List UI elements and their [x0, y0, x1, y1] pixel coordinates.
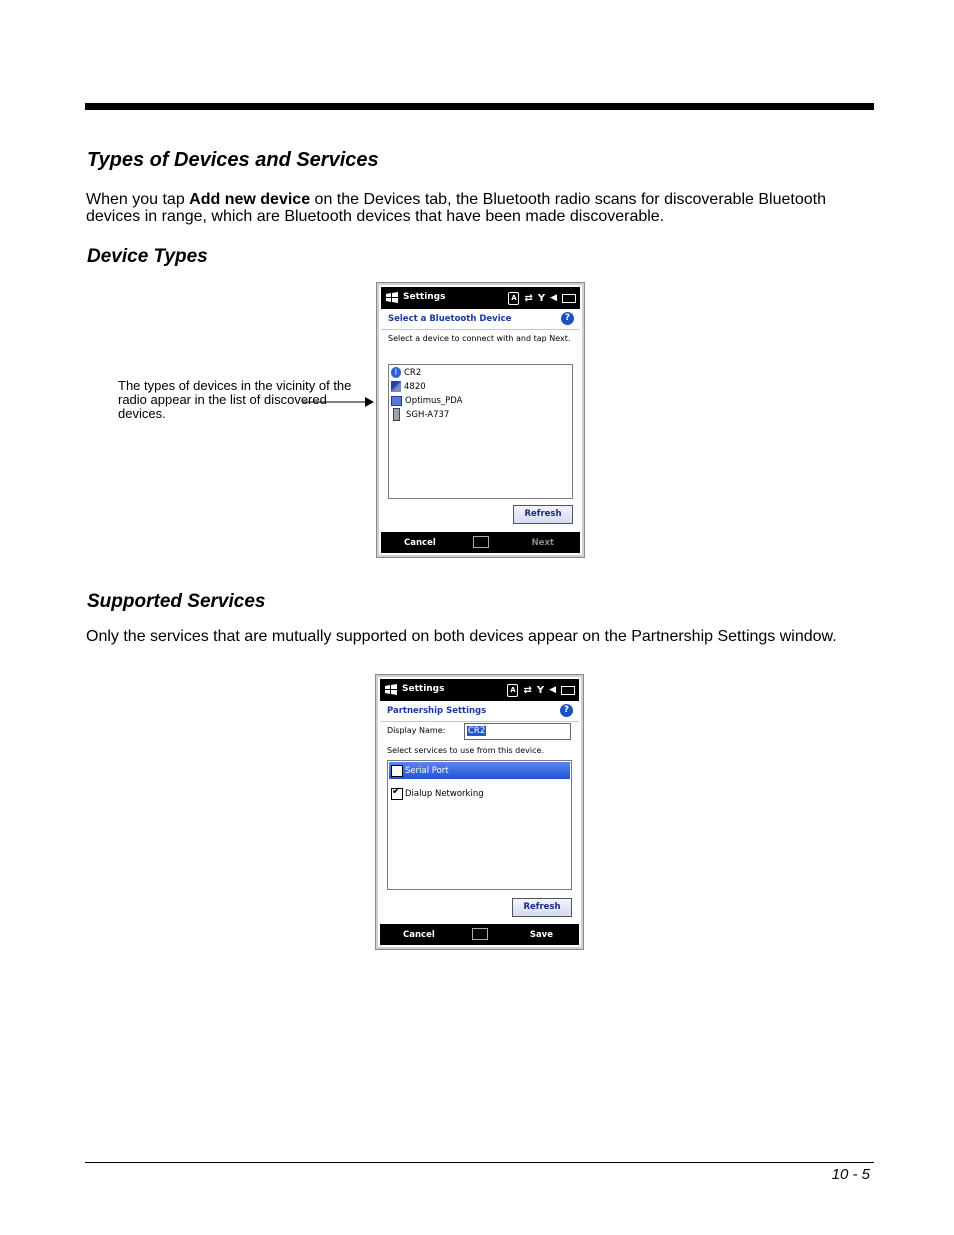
save-button[interactable]: Save	[529, 930, 553, 940]
volume-mute-icon: ◀	[549, 685, 556, 695]
display-name-value: CR2	[468, 726, 486, 736]
help-icon[interactable]: ?	[560, 704, 573, 717]
page-number: 10 - 5	[831, 1166, 870, 1183]
app-title: Settings	[402, 684, 445, 694]
soft-key-bar	[381, 532, 580, 553]
callout-text: The types of devices in the vicinity of the radio appear in the list of discovered devices.	[118, 378, 352, 421]
device-types-heading: Device Types	[87, 246, 208, 267]
services-list[interactable]	[387, 760, 572, 890]
battery-icon	[562, 294, 576, 303]
supported-services-heading: Supported Services	[87, 591, 266, 612]
list-item[interactable]: Optimus_PDA	[391, 394, 462, 407]
services-paragraph: Only the services that are mutually supported on both devices appear on the Partnership Settings window.	[86, 628, 837, 645]
list-item[interactable]: ᛒ CR2	[391, 366, 421, 379]
app-title: Settings	[403, 292, 446, 302]
callout-arrow-icon	[303, 396, 375, 408]
screen-header	[380, 701, 579, 722]
bottom-rule	[85, 1162, 874, 1163]
screen-header-title: Select a Bluetooth Device	[388, 314, 512, 324]
next-button[interactable]: Next	[531, 538, 554, 548]
status-icons	[508, 290, 576, 306]
title-bar	[380, 679, 579, 701]
windows-start-icon[interactable]	[385, 291, 399, 304]
phone-icon	[393, 408, 400, 421]
cancel-button[interactable]: Cancel	[403, 930, 435, 940]
intro-bold-term: Add new device	[189, 191, 311, 208]
display-name-label: Display Name:	[387, 726, 446, 735]
sync-arrows-icon: ⇄	[523, 684, 532, 696]
battery-icon	[561, 686, 575, 695]
list-item[interactable]: SGH-A737	[391, 408, 449, 421]
soft-key-bar	[380, 924, 579, 945]
instruction-text: Select services to use from this device.	[387, 746, 544, 755]
service-checkbox[interactable]	[391, 765, 403, 777]
section-title: Types of Devices and Services	[87, 149, 379, 171]
status-icons	[507, 682, 575, 698]
instruction-text: Select a device to connect with and tap Next.	[388, 334, 571, 343]
signal-icon: Y	[536, 684, 545, 696]
help-icon[interactable]: ?	[561, 312, 574, 325]
intro-paragraph: When you tap Add new device on the Devices tab, the Bluetooth radio scans for discoverable Bluetooth devices in range, which are Bluetooth devices that have been made discoverable.	[86, 191, 826, 225]
keyboard-icon[interactable]	[473, 536, 489, 548]
service-item-serial-port[interactable]: Serial Port	[389, 762, 570, 779]
bluetooth-device-screenshot	[376, 282, 585, 558]
refresh-button[interactable]: Refresh	[512, 898, 572, 917]
display-name-field[interactable]	[464, 723, 571, 740]
service-item-dialup-networking[interactable]: ✔ Dialup Networking	[389, 785, 570, 802]
cancel-button[interactable]: Cancel	[404, 538, 436, 548]
title-bar	[381, 287, 580, 309]
screen-header-title: Partnership Settings	[387, 706, 487, 716]
input-mode-icon: A	[508, 292, 519, 305]
windows-start-icon[interactable]	[384, 683, 398, 696]
refresh-button[interactable]: Refresh	[513, 505, 573, 524]
bluetooth-icon: ᛒ	[391, 367, 401, 378]
sync-arrows-icon: ⇄	[524, 292, 533, 304]
partnership-settings-screenshot	[375, 674, 584, 950]
service-checkbox[interactable]	[391, 788, 403, 800]
volume-mute-icon: ◀	[550, 293, 557, 303]
screen-header	[381, 309, 580, 330]
list-item[interactable]: 4820	[391, 380, 426, 393]
top-rule	[85, 103, 874, 110]
keyboard-icon[interactable]	[472, 928, 488, 940]
device-list[interactable]	[388, 364, 573, 499]
input-mode-icon: A	[507, 684, 518, 697]
signal-icon: Y	[537, 292, 546, 304]
computer-icon	[391, 396, 402, 406]
scanner-icon	[391, 381, 401, 392]
